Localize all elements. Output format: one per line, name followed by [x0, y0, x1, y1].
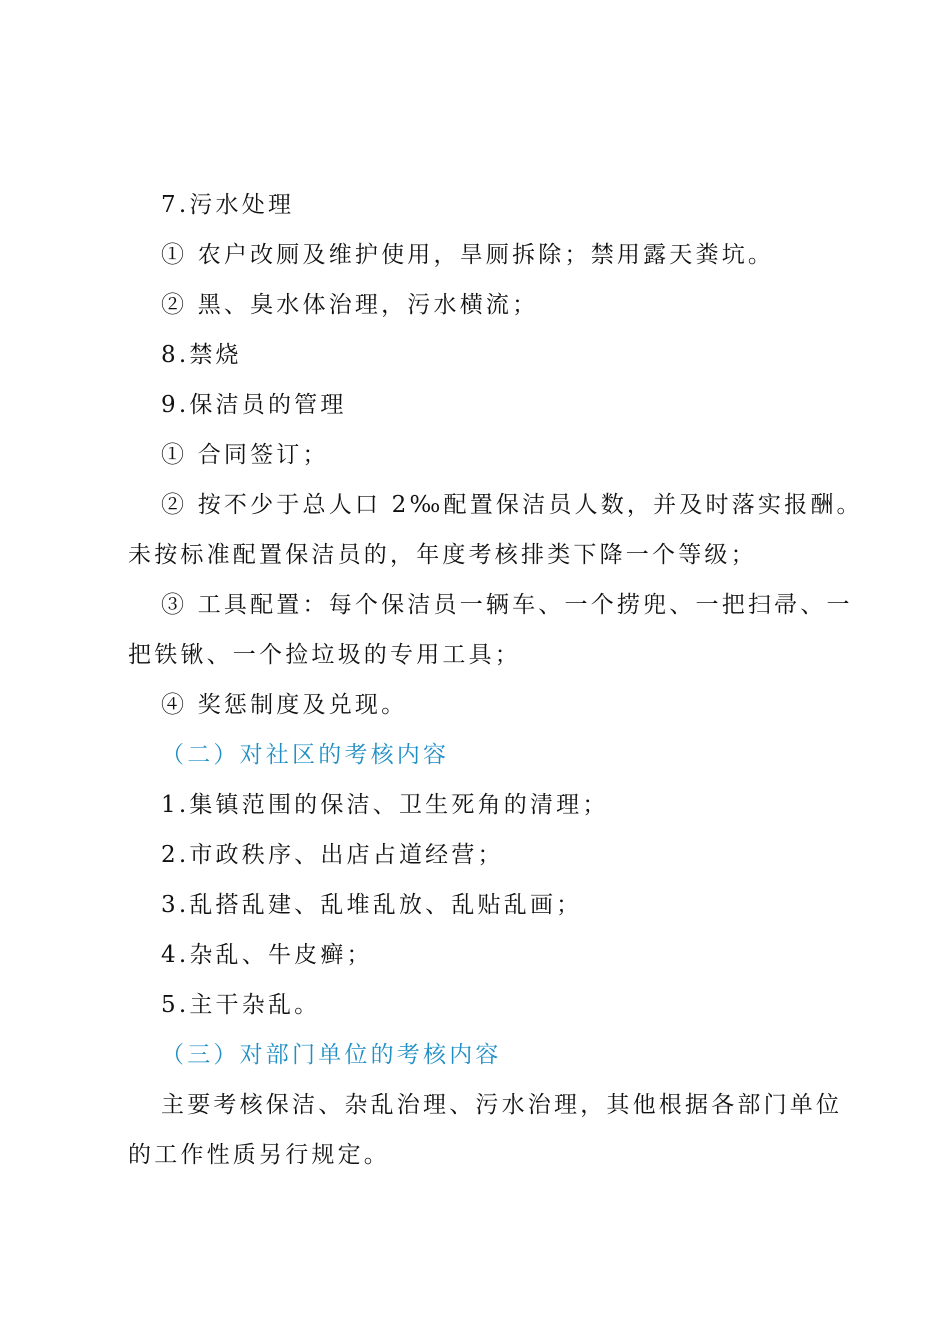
item-clutter-ads: 4.杂乱、牛皮癣；	[161, 942, 373, 968]
item-burning-ban: 8.禁烧	[161, 342, 242, 368]
item-cleaner-ratio-continued: 未按标准配置保洁员的，年度考核排类下降一个等级；	[128, 542, 757, 568]
section-heading-departments: （三）对部门单位的考核内容	[161, 1042, 502, 1068]
item-municipal-order: 2.市政秩序、出店占道经营；	[161, 842, 504, 868]
item-cleaner-ratio: ② 按不少于总人口 2‰配置保洁员人数，并及时落实报酬。	[161, 492, 863, 518]
item-sewage-treatment: 7.污水处理	[161, 192, 295, 218]
item-reward-penalty: ④ 奖惩制度及兑现。	[161, 692, 408, 718]
item-town-cleaning: 1.集镇范围的保洁、卫生死角的清理；	[161, 792, 609, 818]
item-main-road-clutter: 5.主干杂乱。	[161, 992, 321, 1018]
item-black-water-treatment: ② 黑、臭水体治理，污水横流；	[161, 292, 539, 318]
item-toilet-renovation: ① 农户改厕及维护使用，旱厕拆除；禁用露天粪坑。	[161, 242, 775, 268]
item-contract-signing: ① 合同签订；	[161, 442, 329, 468]
section-heading-community: （二）对社区的考核内容	[161, 742, 450, 768]
item-tool-configuration-continued: 把铁锹、一个捡垃圾的专用工具；	[128, 642, 521, 668]
item-illegal-construction: 3.乱搭乱建、乱堆乱放、乱贴乱画；	[161, 892, 583, 918]
item-cleaner-management: 9.保洁员的管理	[161, 392, 347, 418]
item-tool-configuration: ③ 工具配置：每个保洁员一辆车、一个捞兜、一把扫帚、一	[161, 592, 853, 618]
paragraph-department-assessment: 主要考核保洁、杂乱治理、污水治理，其他根据各部门单位	[161, 1092, 843, 1118]
paragraph-department-assessment-continued: 的工作性质另行规定。	[128, 1142, 390, 1168]
